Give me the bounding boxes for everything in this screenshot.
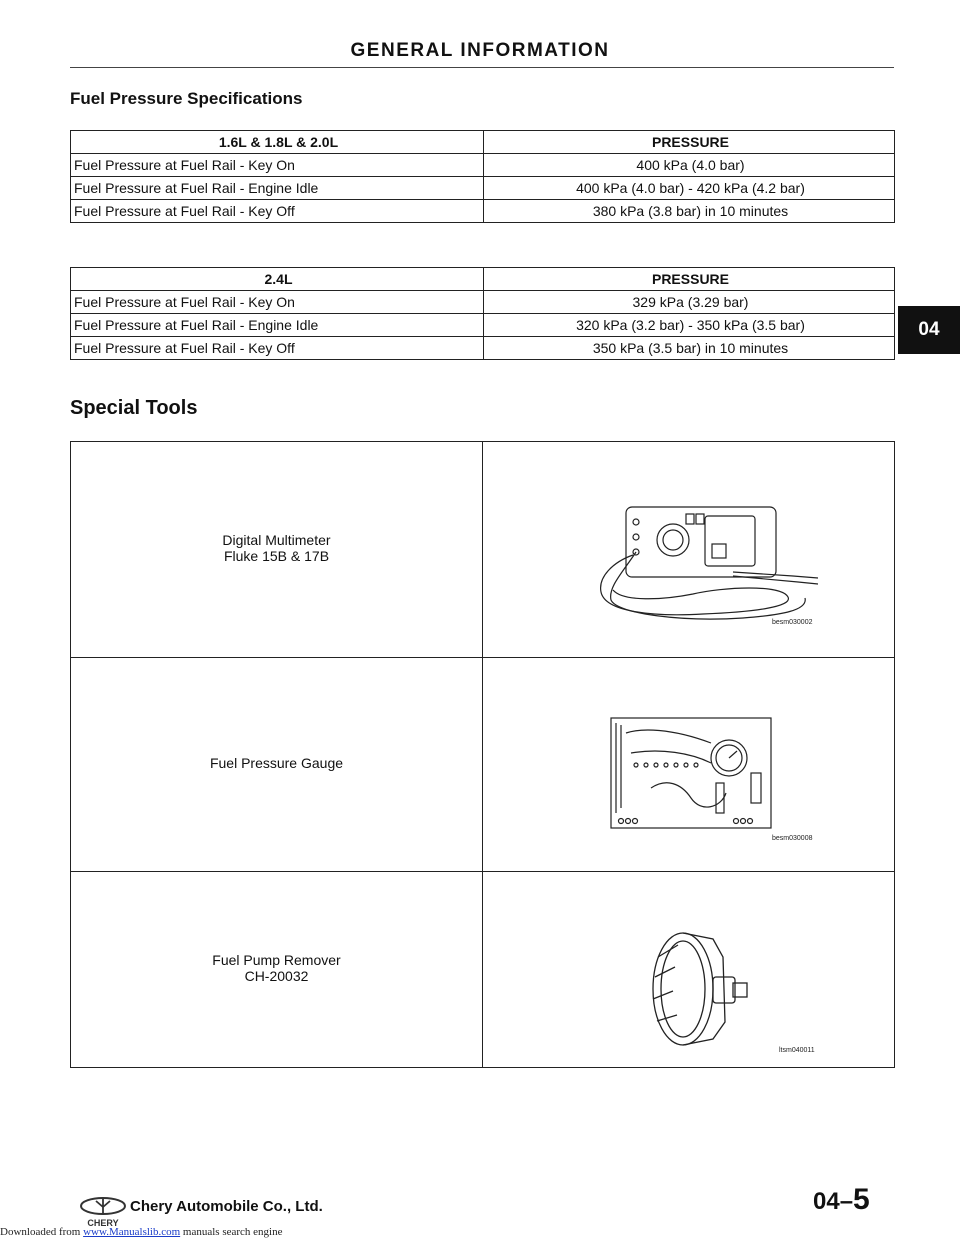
special-tools-heading: Special Tools (70, 397, 198, 419)
column-header: 1.6L & 1.8L & 2.0L (71, 131, 484, 154)
table-cell: 400 kPa (4.0 bar) - 420 kPa (4.2 bar) (484, 177, 895, 200)
table-header-row (71, 268, 895, 291)
page-number (813, 1183, 870, 1217)
table-cell: Fuel Pressure at Fuel Rail - Key Off (71, 200, 484, 223)
fuel-pressure-heading: Fuel Pressure Specifications (70, 89, 303, 108)
page-number-value: 5 (853, 1183, 870, 1216)
tool-row (71, 872, 895, 1068)
fuel-spec-table-2 (70, 267, 895, 360)
tool-model: Fluke 15B & 17B (223, 548, 330, 564)
downloaded-from-text: Downloaded from (0, 1226, 81, 1238)
column-header: 2.4L (71, 268, 484, 291)
tool-figure-cell (483, 658, 895, 872)
table-row (71, 200, 895, 223)
table-row (71, 291, 895, 314)
download-notice (0, 1226, 282, 1238)
tool-name-cell (71, 872, 483, 1068)
chery-logo (78, 1195, 128, 1229)
table-cell: Fuel Pressure at Fuel Rail - Engine Idle (71, 314, 484, 337)
table-cell: 380 kPa (3.8 bar) in 10 minutes (484, 200, 895, 223)
table-row (71, 154, 895, 177)
header-rule (70, 67, 894, 68)
tool-row (71, 658, 895, 872)
table-row (71, 314, 895, 337)
table-cell: 350 kPa (3.5 bar) in 10 minutes (484, 337, 895, 360)
figure-id: besm030002 (772, 619, 813, 626)
table-row (71, 337, 895, 360)
table-cell: 400 kPa (4.0 bar) (484, 154, 895, 177)
fuel-pump-remover-illustration (643, 927, 753, 1047)
tool-name: Digital Multimeter (222, 532, 331, 548)
fuel-spec-table-1 (70, 130, 895, 223)
table-cell: Fuel Pressure at Fuel Rail - Engine Idle (71, 177, 484, 200)
tool-name-cell (71, 442, 483, 658)
table-cell: 329 kPa (3.29 bar) (484, 291, 895, 314)
figure-id: besm030008 (772, 835, 813, 842)
column-header: PRESSURE (484, 268, 895, 291)
site-suffix-text: manuals search engine (180, 1226, 283, 1238)
tool-row (71, 442, 895, 658)
column-header: PRESSURE (484, 131, 895, 154)
special-tools-table (70, 441, 895, 1068)
table-cell: Fuel Pressure at Fuel Rail - Key On (71, 154, 484, 177)
table-cell: Fuel Pressure at Fuel Rail - Key Off (71, 337, 484, 360)
table-cell: 320 kPa (3.2 bar) - 350 kPa (3.5 bar) (484, 314, 895, 337)
figure-id: ltsm040011 (779, 1047, 815, 1054)
table-row (71, 177, 895, 200)
page-prefix: 04– (813, 1188, 854, 1215)
table-header-row (71, 131, 895, 154)
page-header-title: GENERAL INFORMATION (350, 40, 610, 61)
tool-model: CH-20032 (244, 968, 309, 984)
company-name: Chery Automobile Co., Ltd. (130, 1198, 323, 1215)
manualslib-link[interactable]: www.Manualslib.com (83, 1226, 181, 1238)
logo-wordmark: CHERY (87, 1218, 119, 1228)
tool-name-cell (71, 658, 483, 872)
tool-figure-cell (483, 442, 895, 658)
table-cell: Fuel Pressure at Fuel Rail - Key On (71, 291, 484, 314)
chapter-tab: 04 (898, 306, 960, 354)
tool-name: Fuel Pump Remover (212, 952, 341, 968)
tool-figure-cell (483, 872, 895, 1068)
tool-name: Fuel Pressure Gauge (209, 755, 344, 771)
multimeter-illustration (593, 502, 823, 627)
pressure-gauge-illustration (601, 713, 781, 833)
